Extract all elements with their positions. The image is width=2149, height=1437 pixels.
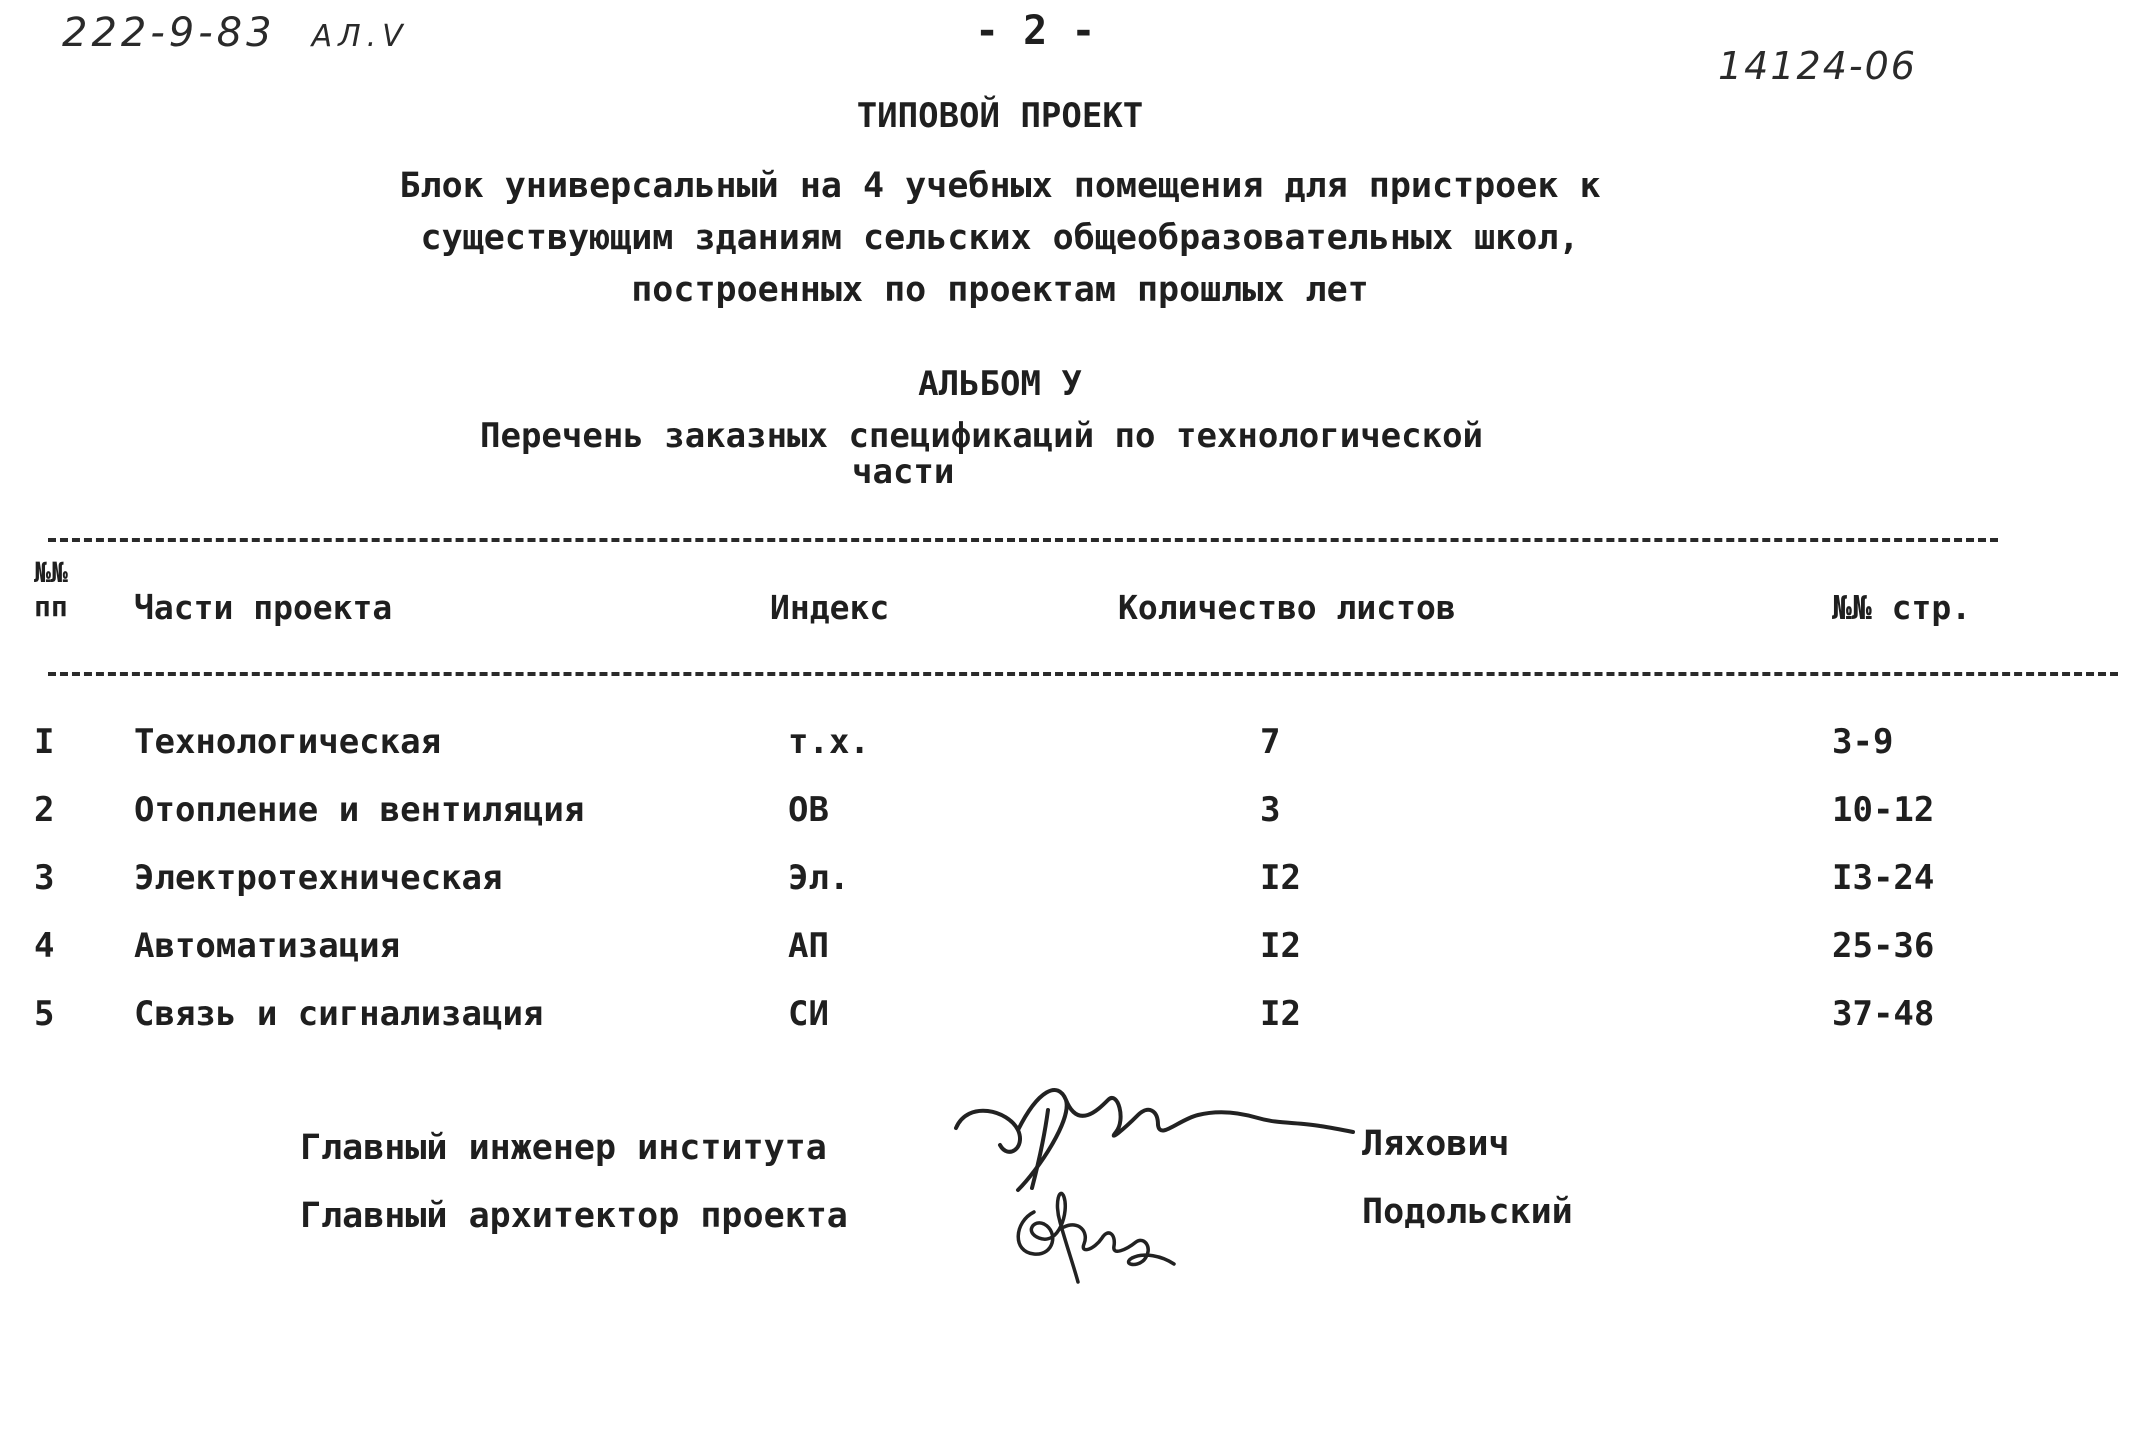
header-index: Индекс <box>770 588 890 627</box>
project-title <box>0 160 2000 316</box>
project-title-line: построенных по проектам прошлых лет <box>631 270 1369 310</box>
album-subtitle-line: Перечень заказных спецификаций по технологической <box>480 416 1484 456</box>
document-code-value: 222-9-83 <box>62 10 276 56</box>
header-sheet-count: Количество листов <box>1118 588 1456 627</box>
cell-number: I <box>34 722 55 762</box>
cell-pages: 10-12 <box>1832 790 1935 830</box>
cell-part: Технологическая <box>134 722 442 762</box>
cell-sheet-count: I2 <box>1260 926 1301 966</box>
page-number: - 2 - <box>975 8 1096 54</box>
document-code <box>62 10 409 56</box>
cell-number: 2 <box>34 790 55 830</box>
cell-index: СИ <box>788 994 829 1034</box>
header-page-numbers: №№ стр. <box>1832 588 1972 627</box>
cell-sheet-count: 3 <box>1260 790 1281 830</box>
table-top-rule <box>48 538 1998 542</box>
cell-index: Эл. <box>788 858 850 898</box>
document-number: 14124-06 <box>1718 44 1917 88</box>
signatory-name-chief-engineer: Ляхович <box>1362 1124 1510 1164</box>
document-type: ТИПОВОЙ ПРОЕКТ <box>856 96 1144 136</box>
cell-sheet-count: I2 <box>1260 994 1301 1034</box>
handwritten-signature-chief-architect <box>1004 1172 1204 1292</box>
signatory-name-chief-architect: Подольский <box>1362 1192 1573 1232</box>
signatory-role-chief-architect: Главный архитектор проекта <box>300 1196 848 1236</box>
album-subtitle <box>480 418 1483 490</box>
cell-sheet-count: I2 <box>1260 858 1301 898</box>
cell-number: 4 <box>34 926 55 966</box>
table-row <box>0 926 2149 994</box>
header-row-number: №№ пп <box>34 556 68 623</box>
project-title-line: Блок универсальный на 4 учебных помещения для пристроек к <box>399 166 1601 206</box>
album-subtitle-line: части <box>852 452 955 492</box>
album-title: АЛЬБОМ У <box>918 364 1082 404</box>
cell-number: 3 <box>34 858 55 898</box>
cell-part: Связь и сигнализация <box>134 994 544 1034</box>
cell-part: Электротехническая <box>134 858 503 898</box>
header-project-part: Части проекта <box>134 588 393 627</box>
table-header-rule <box>48 672 2118 676</box>
table-row <box>0 790 2149 858</box>
project-title-line: существующим зданиям сельских общеобразовательных школ, <box>420 218 1580 258</box>
cell-pages: I3-24 <box>1832 858 1935 898</box>
cell-index: АП <box>788 926 829 966</box>
cell-pages: 3-9 <box>1832 722 1894 762</box>
cell-number: 5 <box>34 994 55 1034</box>
cell-pages: 25-36 <box>1832 926 1935 966</box>
cell-index: ОВ <box>788 790 829 830</box>
album-reference: АЛ.Ⅴ <box>311 19 409 54</box>
signatory-role-chief-engineer: Главный инженер института <box>300 1128 827 1168</box>
cell-part: Отопление и вентиляция <box>134 790 585 830</box>
table-row <box>0 722 2149 790</box>
cell-pages: 37-48 <box>1832 994 1935 1034</box>
table-row <box>0 994 2149 1062</box>
table-row <box>0 858 2149 926</box>
cell-index: т.х. <box>788 722 870 762</box>
cell-part: Автоматизация <box>134 926 401 966</box>
cell-sheet-count: 7 <box>1260 722 1281 762</box>
